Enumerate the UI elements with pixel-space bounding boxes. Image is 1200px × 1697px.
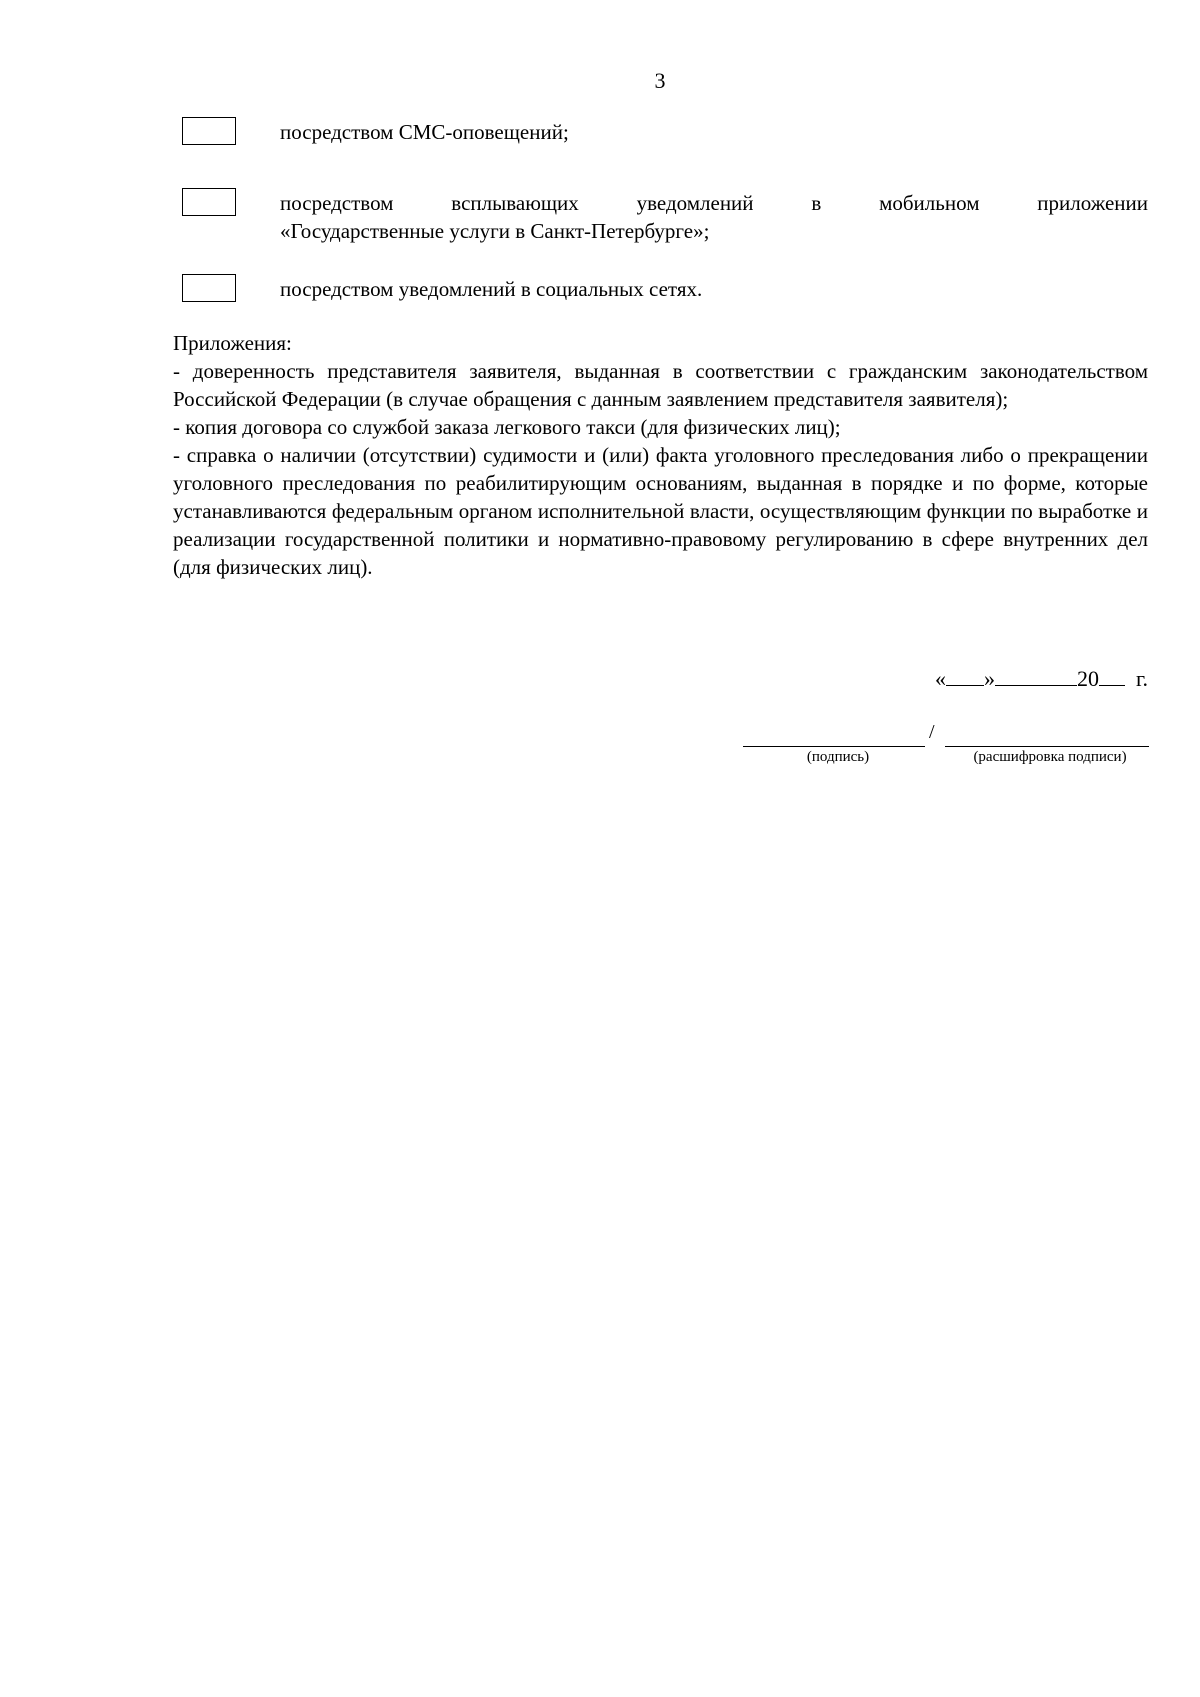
signature-line[interactable] (743, 724, 925, 747)
day-blank[interactable] (946, 665, 984, 686)
attachment-item: - доверенность представителя заявителя, выданная в соответствии с гражданским законодательством Российской Федерации (в случае обращения с данным заявлением представителя заявителя); (173, 359, 1148, 411)
checkbox-social[interactable] (182, 274, 236, 302)
date-field (935, 665, 1148, 693)
date-close-quote: » (983, 666, 995, 691)
month-blank[interactable] (995, 665, 1077, 686)
option-push-label (280, 189, 1148, 245)
attachments-heading: Приложения: (173, 331, 292, 355)
option-label-line: посредством уведомлений в социальных сетях. (280, 277, 703, 301)
date-open-quote: « (934, 666, 946, 691)
signature-decoding-line[interactable] (945, 724, 1149, 747)
signature-separator: / (929, 721, 935, 743)
year-suffix: г. (1135, 666, 1148, 691)
page-number: 3 (654, 68, 666, 93)
attachments-section (173, 329, 1148, 581)
signature-decoding-caption: (расшифровка подписи) (973, 749, 1127, 765)
attachment-item: - справка о наличии (отсутствии) судимости и (или) факта уголовного преследования либо о прекращении уголовного преследования по реабилитирующим основаниям, выданная в порядке и по форме, которые устанавливаются федеральным органом исполнительной власти, осуществляющим функции по выработке и реализации государственной политики и нормативно-правовому регулированию в сфере внутренних дел (для физических лиц). (173, 443, 1148, 579)
signature-caption: (подпись) (806, 749, 870, 765)
year-prefix: 20 (1076, 666, 1099, 691)
option-sms-label (280, 118, 1148, 146)
checkbox-push[interactable] (182, 188, 236, 216)
checkbox-sms[interactable] (182, 117, 236, 145)
attachment-item: - копия договора со службой заказа легкового такси (для физических лиц); (173, 415, 841, 439)
year-blank[interactable] (1099, 665, 1125, 686)
option-label-line: посредством всплывающих уведомлений в мобильном приложении (280, 191, 1148, 215)
option-label-line: «Государственные услуги в Санкт-Петербурге»; (280, 219, 710, 243)
option-label-line: посредством СМС-оповещений; (280, 120, 569, 144)
option-social-label (280, 275, 1148, 303)
